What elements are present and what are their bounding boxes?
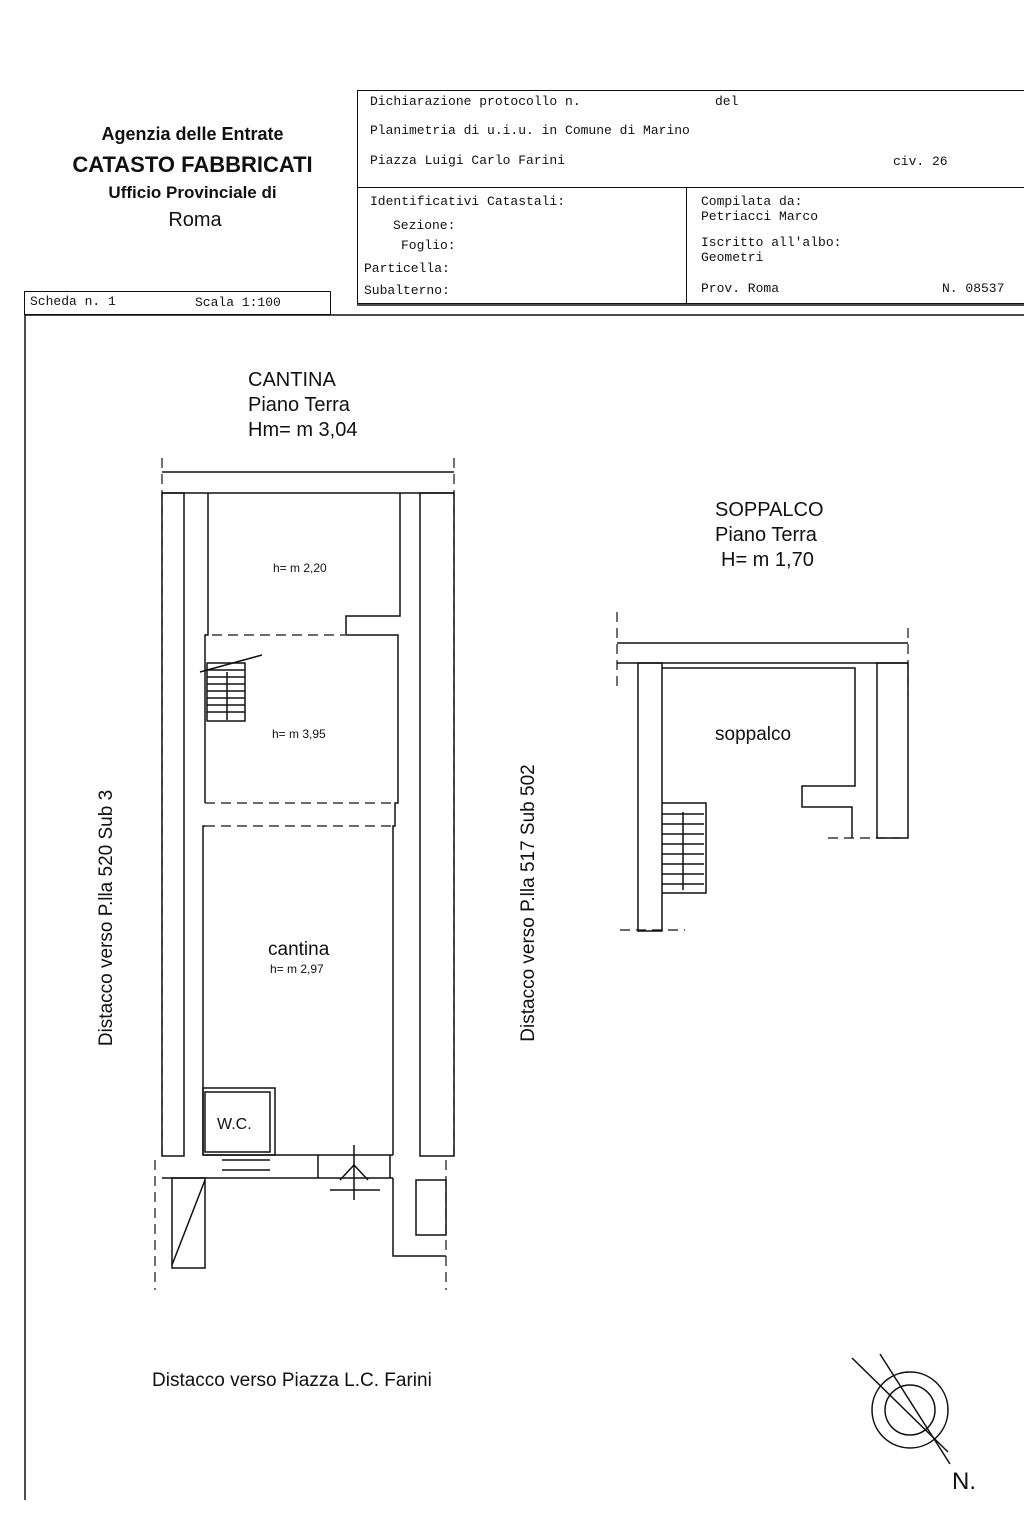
soppalco-right-wall [877, 663, 908, 838]
soppalco-title: SOPPALCO [715, 499, 824, 521]
bottom-label: Distacco verso Piazza L.C. Farini [152, 1370, 432, 1391]
room2-height: h= m 3,95 [272, 727, 326, 741]
cantina-title: CANTINA [248, 369, 336, 391]
room1-height: h= m 2,20 [273, 561, 327, 575]
cantina-left-wall [162, 493, 184, 1156]
scheda-number: Scheda n. 1 [30, 294, 116, 309]
cantina-right-wall [420, 493, 454, 1156]
cantina-stairs [200, 655, 262, 721]
left-side-label: Distacco verso P.lla 520 Sub 3 [96, 789, 117, 1047]
planimetria-label: Planimetria di u.i.u. in Comune di Marino [370, 123, 690, 138]
prov-label: Prov. Roma [701, 281, 780, 296]
north-label: N. [952, 1468, 976, 1495]
soppalco-room: soppalco [715, 724, 792, 745]
right-side-label: Distacco verso P.lla 517 Sub 502 [518, 764, 539, 1042]
scheda-scale: Scala 1:100 [195, 295, 281, 310]
catasto-title: CATASTO FABBRICATI [72, 152, 313, 177]
cantina-height: Hm= m 3,04 [248, 419, 358, 441]
subalterno-label: Subalterno: [364, 283, 450, 298]
compilata-label: Compilata da: [701, 194, 803, 209]
agency-name: Agenzia delle Entrate [101, 124, 284, 144]
particella-label: Particella: [364, 261, 450, 276]
wc-label: W.C. [217, 1116, 252, 1133]
ufficio-label: Ufficio Provinciale di [108, 183, 277, 202]
compilatore-name: Petriacci Marco [701, 209, 819, 224]
cantina-boundary [155, 458, 454, 1290]
room3-height: h= m 2,97 [270, 962, 324, 976]
room3-name: cantina [268, 939, 330, 960]
address-label: Piazza Luigi Carlo Farini [370, 153, 566, 168]
numero-label: N. 08537 [942, 281, 1005, 296]
north-arrow [852, 1354, 950, 1464]
del-label: del [715, 94, 739, 109]
soppalco-left-wall [638, 663, 662, 931]
iscritto-label: Iscritto all'albo: [701, 235, 842, 250]
dichiarazione-label: Dichiarazione protocollo n. [370, 94, 581, 109]
ufficio-city: Roma [168, 209, 222, 231]
foglio-label: Foglio: [401, 238, 456, 253]
cantina-floor: Piano Terra [248, 394, 350, 416]
sezione-label: Sezione: [393, 218, 456, 233]
albo-value: Geometri [701, 250, 764, 265]
soppalco-height: H= m 1,70 [721, 549, 814, 571]
soppalco-boundary [617, 612, 908, 930]
soppalco-floor: Piano Terra [715, 524, 817, 546]
soppalco-stairs [662, 812, 704, 890]
civ-label: civ. 26 [893, 154, 948, 169]
identificativi-label: Identificativi Catastali: [370, 194, 566, 209]
